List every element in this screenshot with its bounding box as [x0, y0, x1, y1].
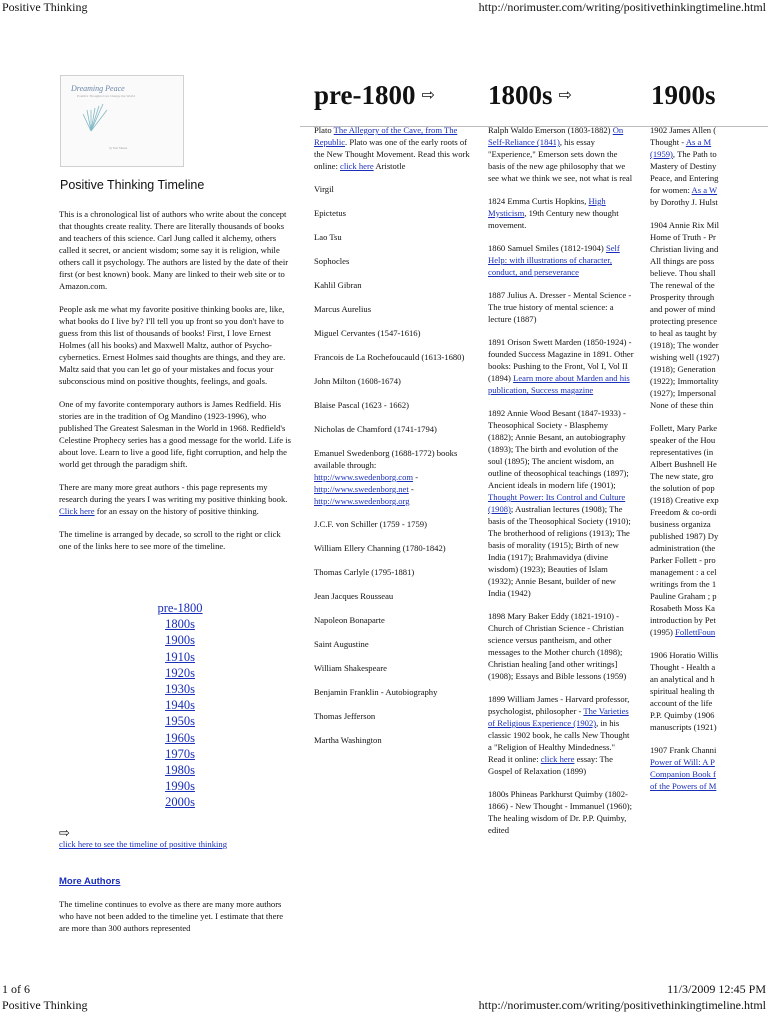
timeline-evolves-text: The timeline continues to evolve as there are many more authors who have not been added to the timeline yet. I estimate that there are more than 300 authors represented	[59, 899, 284, 933]
james-online-link[interactable]: click here	[540, 754, 575, 764]
allen-year-link[interactable]: (1959)	[650, 149, 673, 159]
favorites-paragraph: People ask me what my favorite positive thinking books are, like, what books do I live by? I'll tell you up front so you don't have to guess from this list of thousands of books! First, I love Ernest Holmes (all his books) and Maxwell Maltz, author of Psycho-cybernetics. Ernest Holmes said thoughts are things, and they are. Maltz said that you can let go of your mistakes and focus your subconscious mind on positive thoughts, feelings, and goals.	[59, 304, 286, 386]
quimby-entry: 1800s Phineas Parkhurst Quimby (1802-1866) - New Thought - Immanuel (1960); The healing wisdom of Dr. P.P. Quimby, edited	[488, 789, 632, 835]
decade-link-1940s[interactable]: 1940s	[165, 698, 195, 713]
header-title: Positive Thinking	[2, 0, 88, 14]
1900s-column	[650, 124, 768, 974]
eddy-entry: 1898 Mary Baker Eddy (1821-1910) - Church of Christian Science - Christian science versus pantheism, and other messages to the Mother church (1898); Christian healing [and other writings] (1908); Essays and Bible lessons (1959)	[488, 611, 627, 681]
marden-entry: 1891 Orison Swett Marden (1850-1924) - founded Success Magazine in 1891. Other books: Pushing to the Front, Vol I, Vol II (1894) Learn more about Marden and his publication, Success magazine	[488, 337, 634, 395]
author-entry: William Shakespeare	[314, 663, 387, 673]
decade-link-1930s[interactable]: 1930s	[165, 682, 195, 697]
author-entry: Napoleon Bonaparte	[314, 615, 385, 625]
cover-author: by Nori Muster	[109, 146, 128, 150]
besant-entry: 1892 Annie Wood Besant (1847-1933) - Theosophical Society - Blasphemy (1882); Annie Besant, an autobiography (1893); The birth and evolution of the soul (1895); The ancient wisdom, an outline of theosophical teachings (1897); Ancient ideals in modern life (1901); Thought Power: Its Control and Culture (1908); Australian lectures (1908); The basis of the Theosophical Society (1910); The brotherhood of religions (1913); The basis of morality (1915); Birth of new India (1917); Brahmavidya (divine wisdom) (1923); Beauties of Islam (1932); Annie Besant, builder of new India (1942)	[488, 408, 631, 598]
emerson-entry: Ralph Waldo Emerson (1803-1882) On Self-Reliance (1841), his essay "Experience," Emerson sets down the basis of the new age philosophy that we see what we think we see, not what is real	[488, 125, 633, 183]
author-entry: Martha Washington	[314, 735, 382, 745]
power-of-will-link[interactable]: Power of Will: A P	[650, 757, 715, 767]
hopkins-entry: 1824 Emma Curtis Hopkins, High Mysticism, 19th Century new thought movement.	[488, 196, 619, 230]
more-authors-link[interactable]: More Authors	[59, 876, 121, 887]
author-entry: Thomas Carlyle (1795-1881)	[314, 567, 415, 577]
author-entry: Jean Jacques Rousseau	[314, 591, 394, 601]
right-arrow-icon[interactable]: ⇨	[59, 826, 70, 841]
1800s-column	[488, 124, 634, 847]
author-entry: William Ellery Channing (1780-1842)	[314, 543, 446, 553]
allen-entry: 1902 James Allen ( Thought - As a M (1959), The Path to Mastery of Destiny Peace, and Entering for women: As a W by Dorothy J. Hulst	[650, 125, 719, 207]
intro-column	[59, 208, 291, 563]
varieties-link[interactable]: The Varieties of Religious Experience (1902)	[488, 706, 629, 728]
author-entry: John Milton (1608-1674)	[314, 376, 401, 386]
high-mysticism-link[interactable]: High Mysticism	[488, 196, 606, 218]
follett-entry: Follett, Mary Parke speaker of the Hou representatives (in Albert Bushnell He The new state, gro the solution of pop (1918) Creative exp Freedom & co-ordi business organiza published 1987) Dy administration (the Parker Follett - pro management : a cel writings from the 1 Pauline Graham ; p Rosabeth Moss Ka introduction by Pet (1995) FollettFoun	[650, 423, 719, 637]
author-entry: Sophocles	[314, 256, 350, 266]
cover-figure-icon	[61, 76, 183, 166]
heading-1900s: 1900s	[651, 80, 716, 110]
as-a-man-link[interactable]: As a M	[685, 137, 712, 147]
decade-link-1950s[interactable]: 1950s	[165, 714, 195, 729]
follett-foundation-link[interactable]: FollettFoun	[675, 627, 716, 637]
decade-link-1900s[interactable]: 1900s	[165, 633, 195, 648]
cover-subtitle: Positive Thoughts Can Change the World	[77, 94, 136, 98]
author-entry: Francois de La Rochefoucauld (1613-1680)	[314, 352, 465, 362]
author-entry: Saint Augustine	[314, 639, 369, 649]
research-paragraph: There are many more great authors - this page represents my research during the years I was writing my positive thinking book. Click here for an essay on the history of positive thinking.	[59, 482, 288, 516]
plato-online-link[interactable]: click here	[340, 161, 374, 171]
author-entry: Miguel Cervantes (1547-1616)	[314, 328, 421, 338]
marden-link[interactable]: Learn more about Marden and his publication, Success magazine	[488, 373, 630, 395]
decade-link-1980s[interactable]: 1980s	[165, 763, 195, 778]
book-cover-image	[60, 75, 184, 167]
timeline-link[interactable]: click here to see the timeline of positive thinking	[59, 839, 228, 849]
right-arrow-icon[interactable]: ⇨	[558, 85, 572, 104]
author-entry: Kahlil Gibran	[314, 280, 362, 290]
militz-entry: 1904 Annie Rix Mil Home of Truth - Pr Christian living and All things are poss believe. Thou shall The renewal of the Prosperity through and power of mind protecting presence to heal as taught by (1918); The wonder wishing well (1927) (1918); Generation (1922); Immortality (1927); Impersonal None of these thin	[650, 220, 720, 410]
decade-link-1960s[interactable]: 1960s	[165, 730, 195, 745]
arrangement-paragraph: The timeline is arranged by decade, so scroll to the right or click one of the links here to see more of the timeline.	[59, 529, 281, 551]
decade-link-1910s[interactable]: 1910s	[165, 649, 195, 664]
print-datetime: 11/3/2009 12:45 PM	[667, 982, 766, 996]
plato-entry: Plato The Allegory of the Cave, from The Republic. Plato was one of the early roots of the New Thought Movement. Read this work online: click here Aristotle	[314, 125, 470, 171]
pre1800-column	[314, 124, 474, 758]
decade-link-1990s[interactable]: 1990s	[165, 779, 195, 794]
smiles-entry: 1860 Samuel Smiles (1812-1904) Self Help: with illustrations of character, conduct, and perseverance	[488, 243, 620, 277]
thought-power-link[interactable]: Thought Power: Its Control and Culture (1908)	[488, 492, 626, 514]
cover-title: Dreaming Peace	[71, 84, 125, 93]
decade-link-pre1800[interactable]: pre-1800	[157, 601, 203, 615]
heading-pre1800: pre-1800 ⇨	[314, 80, 435, 110]
page-title: Positive Thinking Timeline	[60, 178, 205, 192]
swedenborg-entry: Emanuel Swedenborg (1688-1772) books available through: http://www.swedenborg.com - http://www.swedenborg.net - http://www.swedenborg.org	[314, 448, 458, 506]
author-entry: Nicholas de Chamford (1741-1794)	[314, 424, 437, 434]
page-count: 1 of 6	[2, 982, 30, 996]
author-entry: Thomas Jefferson	[314, 711, 376, 721]
author-entry: J.C.F. von Schiller (1759 - 1759)	[314, 519, 427, 529]
self-help-link[interactable]: Self Help: with illustrations of character, conduct, and perseverance	[488, 243, 620, 277]
swedenborg-org-link[interactable]: http://www.swedenborg.org	[314, 496, 410, 506]
plato-link[interactable]: The Allegory of the Cave, from The Republic	[314, 125, 458, 147]
heading-1800s: 1800s ⇨	[488, 80, 572, 110]
author-entry: Lao Tsu	[314, 232, 342, 242]
decade-link-2000s[interactable]: 2000s	[165, 795, 195, 810]
decade-links	[130, 600, 230, 811]
decade-link-1920s[interactable]: 1920s	[165, 665, 195, 680]
self-reliance-link[interactable]: On Self-Reliance (1841)	[488, 125, 624, 147]
header-url: http://norimuster.com/writing/positivethinkingtimeline.html	[478, 0, 766, 14]
dresser-entry: 1887 Julius A. Dresser - Mental Science - The true history of mental science: a lecture (1887)	[488, 290, 632, 324]
channing-entry: 1907 Frank Channi Power of Will: A P Companion Book f of the Powers of M	[650, 745, 717, 791]
swedenborg-net-link[interactable]: http://www.swedenborg.net	[314, 484, 409, 494]
author-entry: Epictetus	[314, 208, 346, 218]
page-footer	[0, 982, 768, 1022]
james-entry: 1899 William James - Harvard professor, psychologist, philosopher - The Varieties of Religious Experience (1902), in his classic 1902 book, he calls New Thought a "Religion of Healthy Mindedness." Read it online: click here essay: The Gospel of Relaxation (1899)	[488, 694, 630, 776]
intro-paragraph: This is a chronological list of authors who write about the concept that thoughts create reality. There are literally thousands of books and teachers of this science. Carl Jung called it alchemy, others called it secret, or ancient wisdom; some say it is religion, while others call it psychology. The authors are listed by the date of their first (or best known) book. Many are linked to their web site or to Amazon.com.	[59, 209, 289, 291]
right-arrow-icon[interactable]: ⇨	[421, 85, 435, 104]
footer-url: http://norimuster.com/writing/positivethinkingtimeline.html	[478, 998, 766, 1012]
redfield-paragraph: One of my favorite contemporary authors is James Redfield. His stories are in the tradition of Og Mandino (1923-1996), who published The Greatest Salesman in the World in 1968. Redfield's Celestine Prophecy series has a good message for the world. Life is about love. Learn to live a good life, fight corruption, and help the world get through the paradigm shift.	[59, 399, 291, 469]
swedenborg-com-link[interactable]: http://www.swedenborg.com	[314, 472, 414, 482]
willis-entry: 1906 Horatio Willis Thought - Health a an analytical and h spiritual healing th account of the life P.P. Quimby (1906 manuscripts (1921)	[650, 650, 719, 732]
companion-book-link[interactable]: Companion Book f	[650, 769, 716, 779]
page-header	[0, 0, 768, 16]
author-entry: Benjamin Franklin - Autobiography	[314, 687, 438, 697]
author-entry: Virgil	[314, 184, 334, 194]
essay-link[interactable]: Click here	[59, 506, 95, 516]
powers-of-mind-link[interactable]: of the Powers of M	[650, 781, 717, 791]
decade-link-1970s[interactable]: 1970s	[165, 746, 195, 761]
as-a-woman-link[interactable]: As a W	[691, 185, 718, 195]
author-entry: Marcus Aurelius	[314, 304, 372, 314]
author-entry: Blaise Pascal (1623 - 1662)	[314, 400, 409, 410]
footer-title: Positive Thinking	[2, 998, 88, 1012]
decade-link-1800s[interactable]: 1800s	[165, 617, 195, 632]
